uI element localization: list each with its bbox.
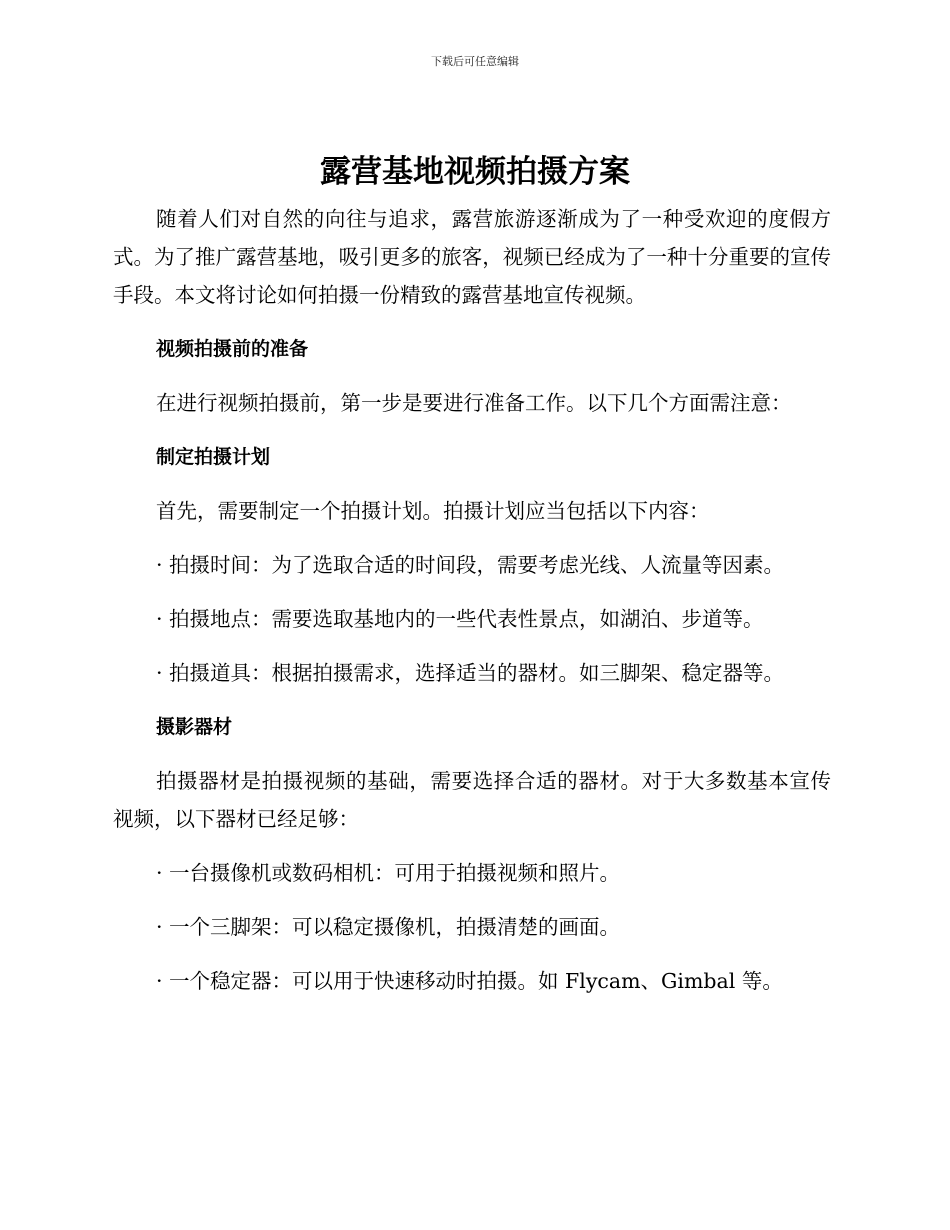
document-body — [113, 200, 831, 1000]
list-item: · 拍摄时间：为了选取合适的时间段，需要考虑光线、人流量等因素。 — [156, 553, 785, 577]
list-item: · 拍摄道具：根据拍摄需求，选择适当的器材。如三脚架、稳定器等。 — [156, 661, 785, 685]
list-item: · 一台摄像机或数码相机：可用于拍摄视频和照片。 — [156, 861, 621, 885]
intro-paragraph: 随着人们对自然的向往与追求，露营旅游逐渐成为了一种受欢迎的度假方式。为了推广露营基地，吸引更多的旅客，视频已经成为了一种十分重要的宣传手段。本文将讨论如何拍摄一份精致的露营基地宣传视频。 — [113, 207, 831, 307]
header-note: 下载后可任意编辑 — [431, 55, 519, 68]
section-heading-plan: 制定拍摄计划 — [156, 446, 271, 468]
section-heading-preparation: 视频拍摄前的准备 — [156, 338, 309, 360]
preparation-paragraph: 在进行视频拍摄前，第一步是要进行准备工作。以下几个方面需注意： — [156, 391, 792, 415]
document-title: 露营基地视频拍摄方案 — [320, 154, 630, 190]
list-item: · 一个稳定器：可以用于快速移动时拍摄。如 Flycam、Gimbal 等。 — [156, 969, 783, 993]
section-heading-equipment: 摄影器材 — [156, 716, 233, 738]
list-item: · 拍摄地点：需要选取基地内的一些代表性景点，如湖泊、步道等。 — [156, 607, 764, 631]
list-item: · 一个三脚架：可以稳定摄像机，拍摄清楚的画面。 — [156, 915, 621, 939]
plan-paragraph: 首先，需要制定一个拍摄计划。拍摄计划应当包括以下内容： — [156, 499, 710, 523]
equipment-paragraph: 拍摄器材是拍摄视频的基础，需要选择合适的器材。对于大多数基本宣传视频，以下器材已经足够： — [113, 769, 831, 831]
